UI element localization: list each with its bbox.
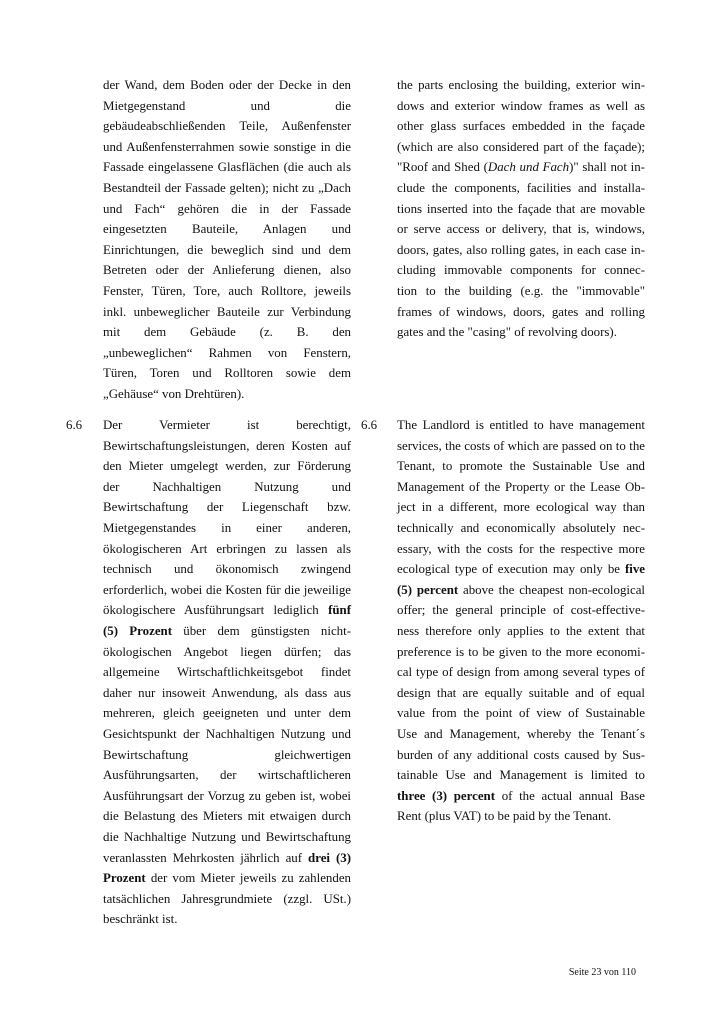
german-text-line: (5) Prozent über dem günstigsten nicht- [103,624,351,638]
german-text-line: Der Vermieter ist berechtigt, [103,418,351,432]
english-text-line: Tenant, to promote the Sustainable Use and [397,459,645,474]
german-text-line: Ausführungsarten, der wirtschaftlicheren [103,768,351,783]
english-text-line: essary, with the costs for the respective more [397,541,645,556]
german-text-line: und Fach“ gehören die in der Fassade [103,201,351,216]
english-text-line: ecological type of execution may only be five [397,562,645,577]
bold-span: drei (3) [308,850,351,865]
english-text-line: ject in a different, more ecological way than [397,500,645,515]
section-number-en: 6.6 [361,418,378,432]
english-text-line: design that are equally suitable and of equal [397,685,645,700]
english-text-line: technically and economically absolutely nec- [397,521,645,535]
german-text-line: daher nur insoweit Anwendung, als dass aus [103,685,351,700]
german-text-line: und Außenfensterrahmen sowie sonstige in die [103,139,351,154]
page-footer: Seite 23 von 110 [568,967,636,978]
german-text-line: Türen, Toren und Rolltoren sowie dem [103,366,351,381]
german-text-line: erforderlich, wobei die Kosten für die jeweilige [103,582,351,597]
italic-span: Dach und Fach [487,160,570,175]
english-text-line: tainable Use and Management is limited to [397,768,645,783]
german-text-line: Einrichtungen, die beweglich sind und dem [103,242,351,257]
german-text-line: tatsächlichen Jahresgrundmiete (zzgl. USt.) [103,891,351,906]
german-text-line: Bewirtschaftung der Liegenschaft bzw. [103,500,351,515]
german-text-line: Fenster, Türen, Tore, auch Rolltore, jeweils [103,284,351,298]
german-text-line: der Nachhaltigen Nutzung und [103,479,351,494]
bold-span: (5) percent [397,582,459,597]
bold-span: fünf [328,603,351,618]
english-text-line: offer; the general principle of cost-effective- [397,603,645,618]
german-text-line: mit dem Gebäude (z. B. den [103,325,351,340]
german-text-line: Betreten oder der Anlieferung dienen, also [103,263,351,278]
german-text-line: Prozent der vom Mieter jeweils zu zahlenden [103,871,351,886]
english-text-line: clude the components, facilities and installa- [397,181,645,195]
german-text-line: „Gehäuse“ von Drehtüren). [103,387,245,401]
german-text-line: ökologischere Ausführungsart lediglich fünf [103,603,351,618]
german-text-line: Mietgegenstandes in einer anderen, [103,521,351,535]
english-text-line: burden of any additional costs caused by Sus- [397,747,645,762]
english-text-line: cluding immovable components for connec- [397,263,645,278]
english-text-line: other glass surfaces embedded in the façade [397,119,645,134]
english-text-line: frames of windows, doors, gates and rolling [397,304,645,319]
english-text-line: Rent (plus VAT) to be paid by the Tenant. [397,809,612,824]
english-text-line: or serve access or delivery, that is, windows, [397,222,645,237]
english-text-line: tions inserted into the façade that are movable [397,201,645,216]
english-text-line: ness therefore only applies to the extent that [397,624,645,638]
german-text-line: „unbeweglichen“ Rahmen von Fenstern, [103,345,351,360]
german-text-line: ökologischeren Art erbringen zu lassen als [103,541,351,556]
english-text-line: (5) percent above the cheapest non-ecological [397,582,645,597]
german-text-line: den Mieter umgelegt werden, zur Förderung [103,459,351,474]
english-text-line: The Landlord is entitled to have management [397,418,645,432]
german-text-line: ökologischen Angebot liegen dürfen; das [103,644,351,659]
german-text-line: Mietgegenstand und die [103,98,351,113]
german-text-line: beschränkt ist. [103,912,178,927]
bold-span: five [624,562,645,577]
german-text-line: veranlassten Mehrkosten jährlich auf drei (3) [103,850,351,865]
english-text-line: Management of the Property or the Lease Ob- [397,479,645,494]
german-text-line: Bestandteil der Fassade gelten); nicht zu „Dach [103,181,351,195]
german-text-line: die Belastung des Mieters mit etwaigen durch [103,809,351,824]
english-text-line: cal type of design from among several types of [397,665,645,680]
german-text-line: Gesichtspunkt der Nachhaltigen Nutzung und [103,727,351,741]
english-text-line: Use and Management, whereby the Tenant´s [397,727,645,741]
german-text-line: Ausführungsart der Vorzug zu geben ist, wobei [103,788,351,803]
german-text-line: der Wand, dem Boden oder der Decke in den [103,78,351,92]
english-text-line: services, the costs of which are passed on to the [397,438,645,453]
english-text-line: tion to the building (e.g. the "immovable" [397,284,645,298]
german-text-line: Fassade eingelassene Glasflächen (die auch als [103,160,351,175]
english-text-line: three (3) percent of the actual annual Base [397,788,645,803]
german-text-line: eingesetzten Bauteile, Anlagen und [103,222,351,237]
german-text-line: Bewirtschaftungsleistungen, deren Kosten auf [103,438,351,453]
english-text-line: gates and the "casing" of revolving doors). [397,325,617,340]
english-text-line: preference is to be given to the more economi- [397,644,645,659]
german-text-line: technisch und ökonomisch zwingend [103,562,351,577]
bold-span: three (3) percent [397,788,496,803]
english-text-line: dows and exterior window frames as well as [397,98,645,113]
bold-span: Prozent [103,871,146,886]
english-text-line: (which are also considered part of the façade); [397,139,645,154]
german-text-line: gebäudeabschließenden Teile, Außenfenster [103,119,351,134]
german-text-line: allgemeine Wirtschaftlichkeitsgebot findet [103,665,351,680]
section-number-de: 6.6 [66,418,83,432]
german-text-line: inkl. unbeweglicher Bauteile zur Verbindung [103,304,351,319]
german-text-line: mehreren, gleich geeigneten und unter dem [103,706,351,721]
german-text-line: die Nachhaltige Nutzung und Bewirtschaftung [103,830,351,844]
bold-span: (5) Prozent [103,624,173,638]
german-text-line: Bewirtschaftung gleichwertigen [103,747,351,762]
english-text-line: doors, gates, also rolling gates, in each case in- [397,242,645,257]
english-text-line: "Roof and Shed (Dach und Fach)" shall not in- [397,160,645,175]
english-text-line: value from the point of view of Sustainable [397,706,645,721]
english-text-line: the parts enclosing the building, exterior win- [397,78,645,92]
